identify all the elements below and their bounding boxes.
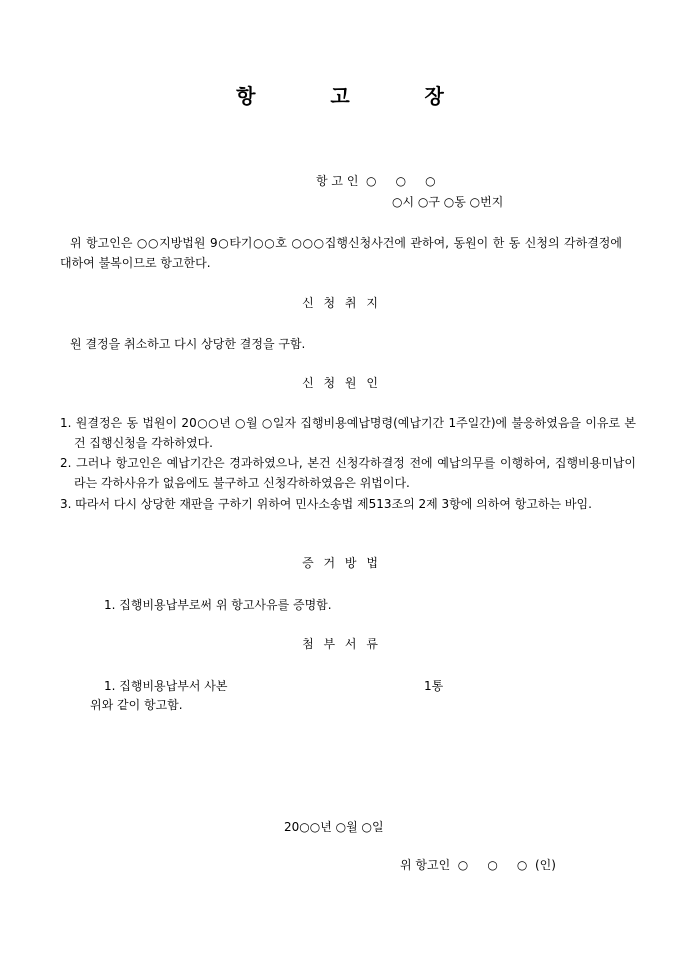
evidence-heading: 증 거 방 법 [302, 556, 378, 570]
attachments-heading: 첨 부 서 류 [302, 637, 378, 651]
evidence-item: 1. 집행비용납부로써 위 항고사유를 증명함. [104, 598, 332, 612]
reason-item-3: 3. 따라서 다시 상당한 재판을 구하기 위하여 민사소송법 제513조의 2제 3항에 의하여 항고하는 바임. [60, 497, 592, 511]
purpose-text: 원 결정을 취소하고 다시 상당한 결정을 구함. [70, 337, 306, 351]
appellant-address: ○시 ○구 ○동 ○번지 [392, 195, 504, 209]
closing-text: 위와 같이 항고함. [90, 698, 183, 712]
reason-item-2: 2. 그러나 항고인은 예납기간은 경과하였으나, 본건 신청각하결정 전에 예납의무를 이행하여, 집행비용미납이라는 각하사유가 없음에도 불구하고 신청각하하였음은 위법이다. [60, 456, 636, 490]
intro-text: 위 항고인은 ○○지방법원 9○타기○○호 ○○○집행신청사건에 관하여, 동원이 한 동 신청의 각하결정에 대하여 불복이므로 항고한다. [60, 236, 622, 270]
attachment-item: 1. 집행비용납부서 사본 [104, 679, 228, 693]
date-line: 20○○년 ○월 ○일 [284, 820, 384, 834]
signature-line: 위 항고인 ○ ○ ○ (인) [400, 858, 556, 872]
reason-heading: 신 청 원 인 [302, 376, 378, 390]
reason-item-1: 1. 원결정은 동 법원이 20○○년 ○월 ○일자 집행비용예납명령(예납기간 1주일간)에 불응하였음을 이유로 본건 집행신청을 각하하였다. [60, 416, 636, 450]
intro-paragraph [60, 233, 622, 273]
appellant-line: 항 고 인 ○ ○ ○ [316, 174, 436, 188]
document-title: 항 고 장 [236, 84, 444, 108]
purpose-heading: 신 청 취 지 [302, 296, 378, 310]
attachment-count: 1통 [424, 679, 444, 693]
